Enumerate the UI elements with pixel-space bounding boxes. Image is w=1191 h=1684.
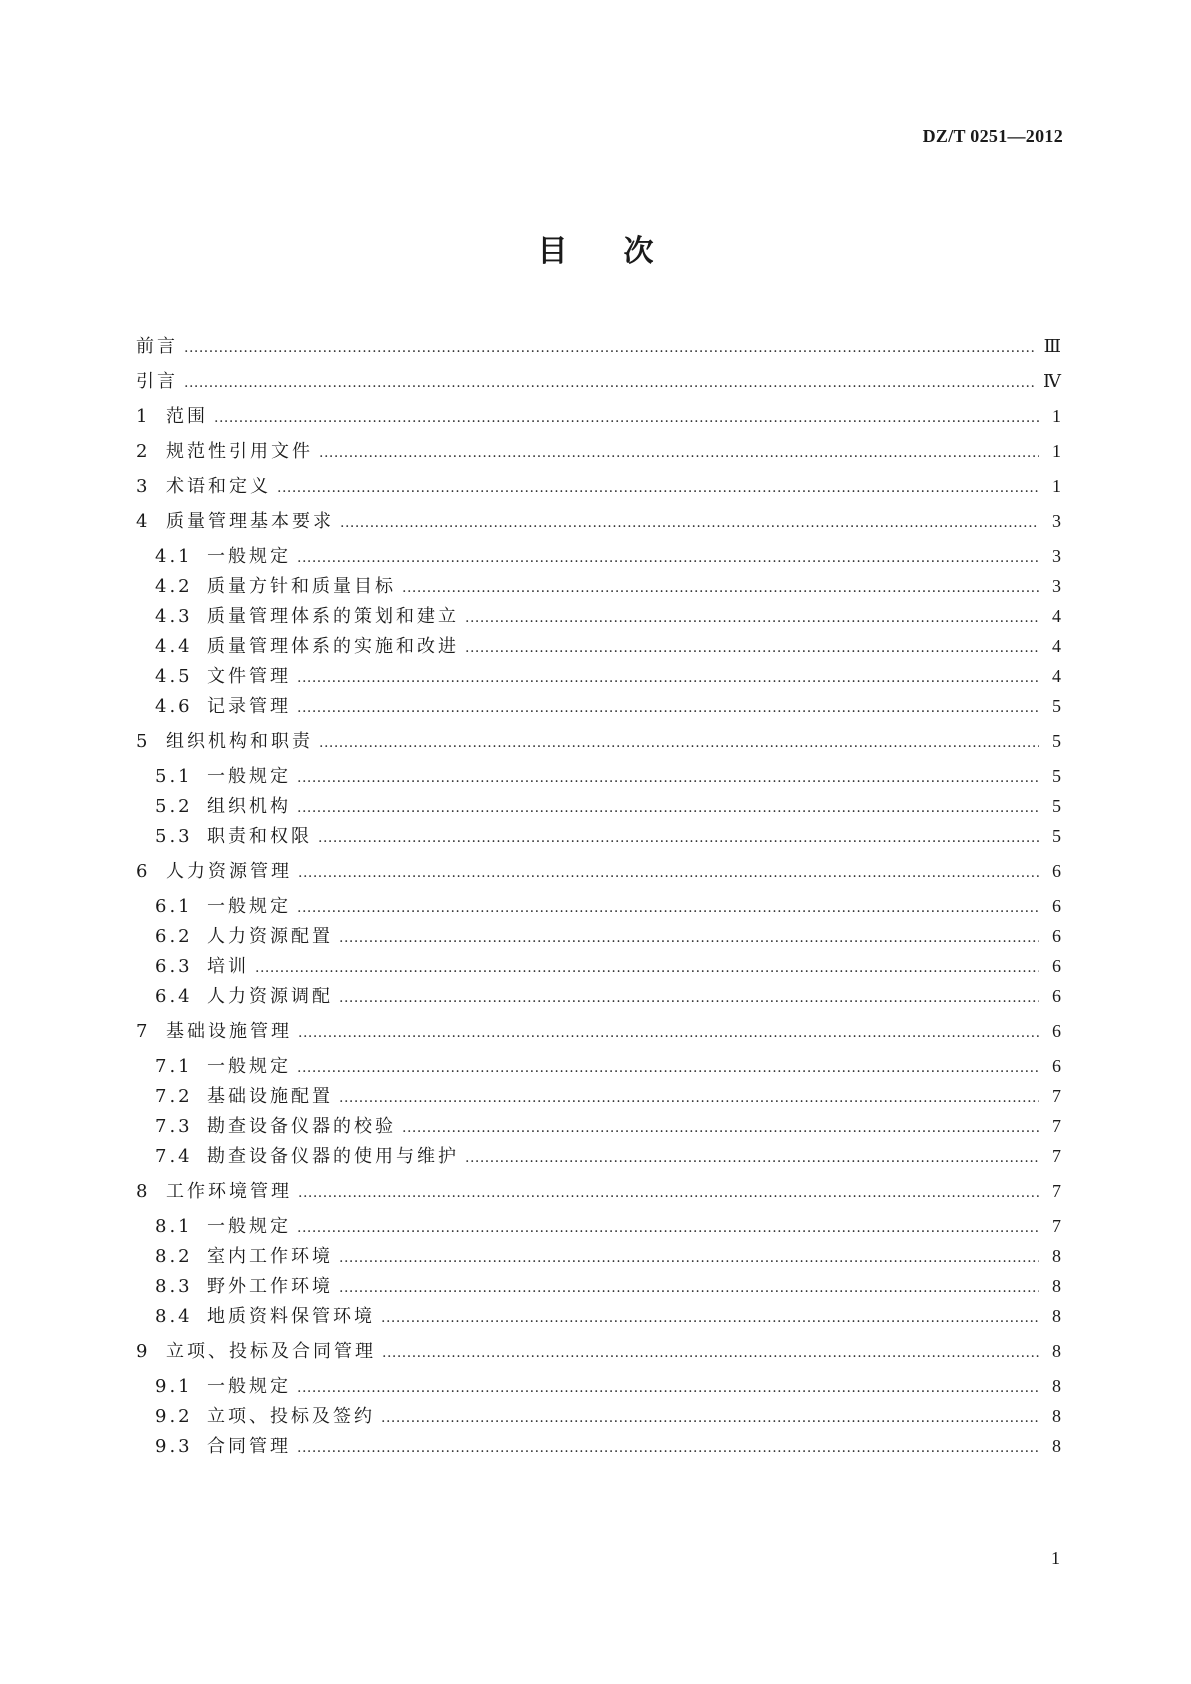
- toc-entry-label: 引言: [136, 371, 178, 392]
- toc-entry-label: 基础设施管理: [166, 1021, 292, 1042]
- toc-subsection-entry[interactable]: [155, 1214, 1061, 1238]
- toc-section-entry[interactable]: [136, 729, 1061, 753]
- toc-entry-number: 9.3: [155, 1436, 193, 1457]
- toc-entry-number: 5.3: [155, 826, 193, 847]
- toc-subsection-entry[interactable]: [155, 1374, 1061, 1398]
- toc-section-entry[interactable]: [136, 509, 1061, 533]
- toc-entry-label: 范围: [166, 406, 208, 427]
- toc-entry-label: 一般规定: [207, 896, 291, 917]
- toc-entry-number: 7.1: [155, 1056, 193, 1077]
- toc-entry-number: 4.2: [155, 576, 193, 597]
- toc-leader-dots: [298, 1181, 1039, 1205]
- toc-subsection-entry[interactable]: [155, 984, 1061, 1008]
- toc-entry-label: 组织机构: [207, 796, 291, 817]
- toc-entry-number: 8.2: [155, 1246, 193, 1267]
- toc-entry-number: 4.1: [155, 546, 193, 567]
- toc-section-entry[interactable]: [136, 474, 1061, 498]
- toc-entry-page: 8: [1052, 1406, 1061, 1426]
- toc-entry-label: 工作环境管理: [166, 1181, 292, 1202]
- toc-entry-number: 7.4: [155, 1146, 193, 1167]
- toc-entry-number: 7.2: [155, 1086, 193, 1107]
- toc-entry-number: 9: [136, 1341, 151, 1362]
- toc-entry-label: 质量管理体系的策划和建立: [207, 606, 459, 627]
- toc-entry-page: 8: [1052, 1306, 1061, 1326]
- toc-entry-label: 职责和权限: [207, 826, 312, 847]
- toc-entry-page: 4: [1052, 606, 1061, 626]
- toc-leader-dots: [298, 861, 1039, 885]
- toc-entry-label: 人力资源配置: [207, 926, 333, 947]
- toc-entry-label: 质量管理体系的实施和改进: [207, 636, 459, 657]
- toc-leader-dots: [184, 336, 1036, 360]
- toc-entry-number: 1: [136, 406, 151, 427]
- toc-entry-page: 1: [1052, 406, 1061, 426]
- toc-leader-dots: [402, 576, 1039, 600]
- toc-leader-dots: [318, 826, 1039, 850]
- toc-entry-number: 6: [136, 861, 151, 882]
- toc-section-entry[interactable]: [136, 334, 1061, 358]
- toc-subsection-entry[interactable]: [155, 1114, 1061, 1138]
- toc-subsection-entry[interactable]: [155, 764, 1061, 788]
- toc-entry-label: 人力资源管理: [166, 861, 292, 882]
- toc-entry-label: 术语和定义: [166, 476, 271, 497]
- toc-entry-page: 3: [1052, 546, 1061, 566]
- toc-leader-dots: [297, 796, 1039, 820]
- toc-subsection-entry[interactable]: [155, 1304, 1061, 1328]
- toc-entry-page: 7: [1052, 1216, 1061, 1236]
- toc-entry-label: 一般规定: [207, 1216, 291, 1237]
- toc-entry-label: 合同管理: [207, 1436, 291, 1457]
- toc-entry-label: 记录管理: [207, 696, 291, 717]
- toc-subsection-entry[interactable]: [155, 1434, 1061, 1458]
- toc-entry-page: 6: [1052, 1056, 1061, 1076]
- toc-leader-dots: [255, 956, 1039, 980]
- toc-entry-number: 2: [136, 441, 151, 462]
- toc-entry-number: 8.1: [155, 1216, 193, 1237]
- toc-entry-number: 5.2: [155, 796, 193, 817]
- toc-entry-label: 地质资料保管环境: [207, 1306, 375, 1327]
- toc-entry-number: 5.1: [155, 766, 193, 787]
- toc-subsection-entry[interactable]: [155, 1144, 1061, 1168]
- toc-leader-dots: [298, 1021, 1039, 1045]
- toc-entry-label: 基础设施配置: [207, 1086, 333, 1107]
- toc-entry-page: 6: [1052, 861, 1061, 881]
- toc-entry-page: 4: [1052, 666, 1061, 686]
- toc-leader-dots: [297, 1216, 1039, 1240]
- toc-subsection-entry[interactable]: [155, 794, 1061, 818]
- toc-leader-dots: [214, 406, 1039, 430]
- toc-entry-number: 5: [136, 731, 151, 752]
- toc-entry-label: 组织机构和职责: [166, 731, 313, 752]
- toc-leader-dots: [381, 1306, 1039, 1330]
- toc-entry-number: 6.4: [155, 986, 193, 1007]
- toc-entry-label: 培训: [207, 956, 249, 977]
- toc-entry-page: 6: [1052, 926, 1061, 946]
- toc-leader-dots: [340, 511, 1039, 535]
- toc-entry-number: 4.3: [155, 606, 193, 627]
- toc-subsection-entry[interactable]: [155, 604, 1061, 628]
- toc-entry-number: 8.3: [155, 1276, 193, 1297]
- toc-entry-number: 8: [136, 1181, 151, 1202]
- toc-section-entry[interactable]: [136, 1019, 1061, 1043]
- toc-entry-label: 室内工作环境: [207, 1246, 333, 1267]
- toc-entry-number: 4.6: [155, 696, 193, 717]
- toc-leader-dots: [277, 476, 1039, 500]
- toc-entry-label: 勘查设备仪器的校验: [207, 1116, 396, 1137]
- toc-leader-dots: [297, 766, 1039, 790]
- toc-entry-page: 7: [1052, 1086, 1061, 1106]
- toc-leader-dots: [297, 896, 1039, 920]
- toc-section-entry[interactable]: [136, 369, 1061, 393]
- toc-subsection-entry[interactable]: [155, 1244, 1061, 1268]
- toc-subsection-entry[interactable]: [155, 1054, 1061, 1078]
- toc-entry-label: 一般规定: [207, 1376, 291, 1397]
- toc-subsection-entry[interactable]: [155, 694, 1061, 718]
- toc-subsection-entry[interactable]: [155, 824, 1061, 848]
- toc-entry-label: 质量管理基本要求: [166, 511, 334, 532]
- toc-entry-page: 7: [1052, 1116, 1061, 1136]
- toc-entry-page: 4: [1052, 636, 1061, 656]
- toc-entry-label: 人力资源调配: [207, 986, 333, 1007]
- toc-leader-dots: [297, 546, 1039, 570]
- toc-entry-number: 3: [136, 476, 151, 497]
- toc-entry-page: 8: [1052, 1436, 1061, 1456]
- toc-leader-dots: [381, 1406, 1039, 1430]
- toc-leader-dots: [297, 696, 1039, 720]
- toc-leader-dots: [297, 1436, 1039, 1460]
- toc-section-entry[interactable]: [136, 439, 1061, 463]
- toc-leader-dots: [402, 1116, 1039, 1140]
- toc-subsection-entry[interactable]: [155, 894, 1061, 918]
- toc-subsection-entry[interactable]: [155, 1274, 1061, 1298]
- toc-subsection-entry[interactable]: [155, 574, 1061, 598]
- toc-leader-dots: [339, 926, 1039, 950]
- toc-leader-dots: [319, 441, 1039, 465]
- page-title: 目次: [537, 234, 710, 269]
- toc-entry-page: 5: [1052, 796, 1061, 816]
- toc-leader-dots: [339, 1086, 1039, 1110]
- toc-entry-number: 9.2: [155, 1406, 193, 1427]
- toc-entry-page: 5: [1052, 766, 1061, 786]
- toc-entry-number: 7: [136, 1021, 151, 1042]
- toc-entry-page: 5: [1052, 826, 1061, 846]
- toc-leader-dots: [465, 636, 1039, 660]
- toc-subsection-entry[interactable]: [155, 544, 1061, 568]
- toc-section-entry[interactable]: [136, 1339, 1061, 1363]
- toc-subsection-entry[interactable]: [155, 1084, 1061, 1108]
- toc-entry-page: 8: [1052, 1276, 1061, 1296]
- toc-entry-number: 6.2: [155, 926, 193, 947]
- toc-leader-dots: [465, 606, 1039, 630]
- toc-entry-label: 文件管理: [207, 666, 291, 687]
- toc-entry-page: 5: [1052, 731, 1061, 751]
- toc-section-entry[interactable]: [136, 404, 1061, 428]
- toc-entry-page: 1: [1052, 441, 1061, 461]
- toc-subsection-entry[interactable]: [155, 924, 1061, 948]
- toc-leader-dots: [382, 1341, 1039, 1365]
- toc-section-entry[interactable]: [136, 859, 1061, 883]
- toc-entry-page: Ⅳ: [1043, 371, 1061, 391]
- toc-entry-page: 8: [1052, 1246, 1061, 1266]
- toc-leader-dots: [339, 1246, 1039, 1270]
- toc-subsection-entry[interactable]: [155, 954, 1061, 978]
- toc-entry-label: 勘查设备仪器的使用与维护: [207, 1146, 459, 1167]
- toc-entry-label: 质量方针和质量目标: [207, 576, 396, 597]
- toc-leader-dots: [297, 1056, 1039, 1080]
- toc-entry-label: 立项、投标及合同管理: [166, 1341, 376, 1362]
- toc-leader-dots: [465, 1146, 1039, 1170]
- toc-entry-page: 6: [1052, 896, 1061, 916]
- toc-subsection-entry[interactable]: [155, 1404, 1061, 1428]
- toc-entry-number: 4.4: [155, 636, 193, 657]
- toc-entry-page: 8: [1052, 1376, 1061, 1396]
- toc-entry-page: 3: [1052, 511, 1061, 531]
- toc-entry-label: 规范性引用文件: [166, 441, 313, 462]
- toc-leader-dots: [297, 1376, 1039, 1400]
- toc-entry-number: 6.1: [155, 896, 193, 917]
- toc-entry-label: 前言: [136, 336, 178, 357]
- toc-entry-number: 4: [136, 511, 151, 532]
- toc-section-entry[interactable]: [136, 1179, 1061, 1203]
- toc-entry-page: 1: [1052, 476, 1061, 496]
- toc-entry-page: 3: [1052, 576, 1061, 596]
- toc-entry-label: 立项、投标及签约: [207, 1406, 375, 1427]
- standard-code: DZ/T 0251—2012: [922, 126, 1063, 146]
- toc-subsection-entry[interactable]: [155, 634, 1061, 658]
- toc-entry-number: 8.4: [155, 1306, 193, 1327]
- page-number: 1: [1051, 1548, 1060, 1568]
- toc-entry-label: 一般规定: [207, 1056, 291, 1077]
- toc-entry-page: 6: [1052, 956, 1061, 976]
- toc-entry-label: 一般规定: [207, 546, 291, 567]
- toc-entry-number: 9.1: [155, 1376, 193, 1397]
- toc-entry-number: 7.3: [155, 1116, 193, 1137]
- toc-entry-number: 6.3: [155, 956, 193, 977]
- toc-entry-page: 8: [1052, 1341, 1061, 1361]
- toc-entry-page: 7: [1052, 1181, 1061, 1201]
- toc-entry-label: 野外工作环境: [207, 1276, 333, 1297]
- toc-entry-number: 4.5: [155, 666, 193, 687]
- toc-leader-dots: [184, 371, 1035, 395]
- toc-leader-dots: [319, 731, 1039, 755]
- toc-leader-dots: [297, 666, 1039, 690]
- toc-entry-page: Ⅲ: [1043, 336, 1061, 356]
- toc-entry-label: 一般规定: [207, 766, 291, 787]
- toc-subsection-entry[interactable]: [155, 664, 1061, 688]
- toc-entry-page: 5: [1052, 696, 1061, 716]
- toc-leader-dots: [339, 986, 1039, 1010]
- toc-entry-page: 6: [1052, 986, 1061, 1006]
- toc-leader-dots: [339, 1276, 1039, 1300]
- toc-entry-page: 7: [1052, 1146, 1061, 1166]
- toc-entry-page: 6: [1052, 1021, 1061, 1041]
